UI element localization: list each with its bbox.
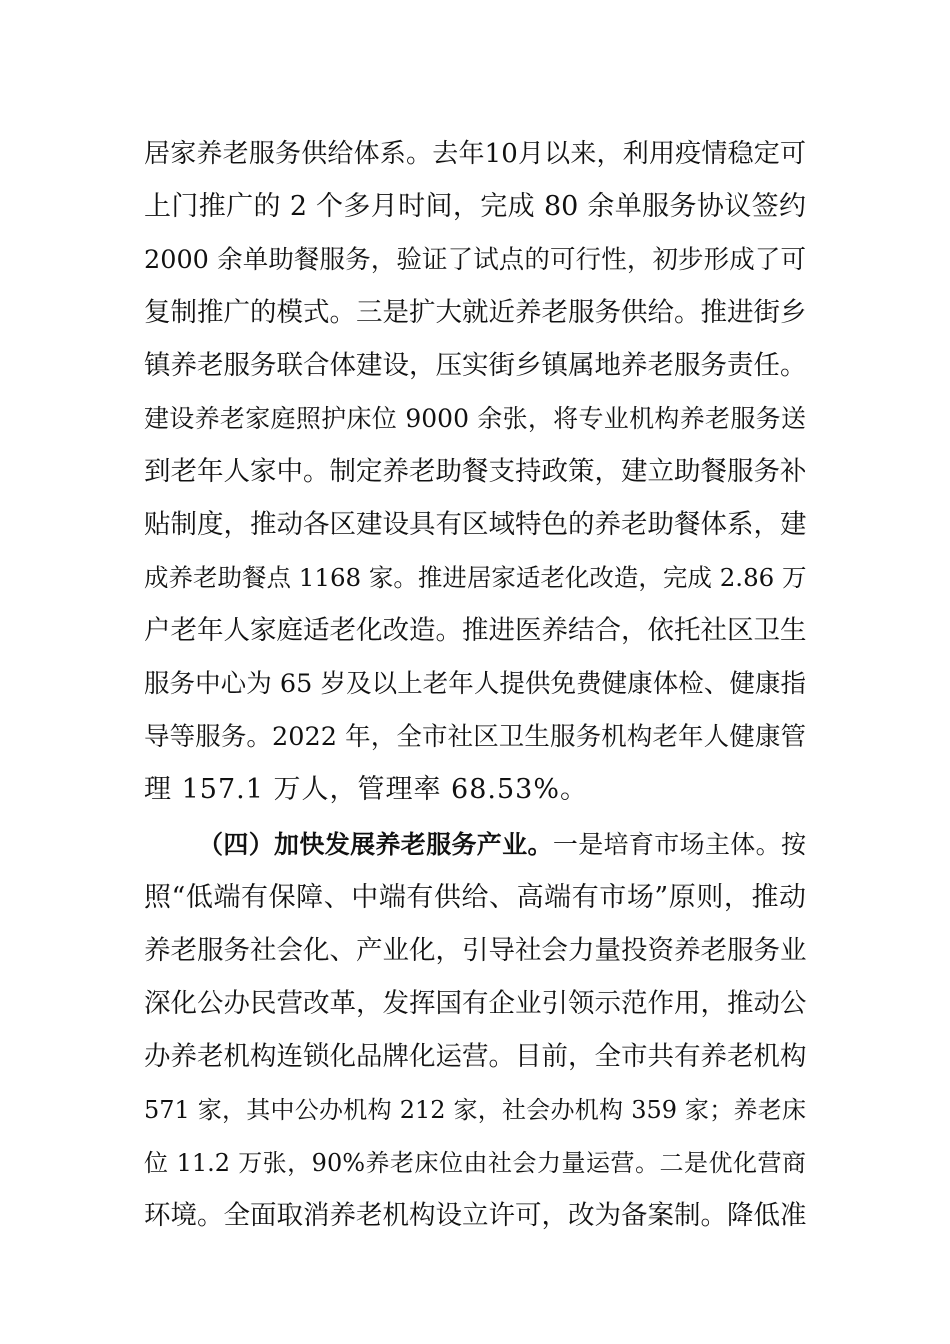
body-text-line: 环境。全面取消养老机构设立许可，改为备案制。降低准 — [144, 1200, 807, 1231]
body-text-line: 理 157.1 万人，管理率 68.53%。 — [144, 774, 588, 805]
body-text-line: 办养老机构连锁化品牌化运营。目前，全市共有养老机构 — [144, 1041, 807, 1072]
body-text-line: 成养老助餐点 1168 家。推进居家适老化改造，完成 2.86 万 — [144, 563, 807, 592]
section-heading: （四）加快发展养老服务产业。 — [198, 830, 553, 859]
body-text-line: 服务中心为 65 岁及以上老年人提供免费健康体检、健康指 — [144, 669, 806, 699]
section-heading-line — [198, 825, 806, 865]
body-text-line: 位 11.2 万张，90%养老床位由社会力量运营。二是优化营商 — [144, 1149, 806, 1177]
body-text-line: 户老年人家庭适老化改造。推进医养结合，依托社区卫生 — [144, 615, 807, 646]
body-text-line: 571 家，其中公办机构 212 家，社会办机构 359 家；养老床 — [144, 1096, 806, 1124]
body-text-line: 到老年人家中。制定养老助餐支持政策，建立助餐服务补 — [144, 456, 807, 487]
body-text-line: 深化公办民营改革，发挥国有企业引领示范作用，推动公 — [144, 988, 807, 1019]
body-text-fragment: 一是培育市场主体。按 — [552, 830, 806, 859]
body-text-line: 2000 余单助餐服务，验证了试点的可行性，初步形成了可 — [144, 245, 806, 275]
body-text-line: 上门推广的 2 个多月时间，完成 80 余单服务协议签约 — [144, 191, 806, 222]
body-text-line: 建设养老家庭照护床位 9000 余张，将专业机构养老服务送 — [144, 404, 806, 433]
body-text-line: 养老服务社会化、产业化，引导社会力量投资养老服务业 — [144, 935, 807, 966]
body-text-line: 照“低端有保障、中端有供给、高端有市场”原则，推动 — [144, 882, 806, 913]
body-text-line: 居家养老服务供给体系。去年10月以来，利用疫情稳定可 — [144, 139, 806, 169]
body-text-line: 导等服务。2022 年，全市社区卫生服务机构老年人健康管 — [144, 722, 806, 752]
body-text-line: 镇养老服务联合体建设，压实街乡镇属地养老服务责任。 — [144, 350, 807, 381]
body-text-line: 复制推广的模式。三是扩大就近养老服务供给。推进街乡 — [144, 297, 807, 328]
body-text-line: 贴制度，推动各区建设具有区域特色的养老助餐体系，建 — [144, 509, 807, 540]
